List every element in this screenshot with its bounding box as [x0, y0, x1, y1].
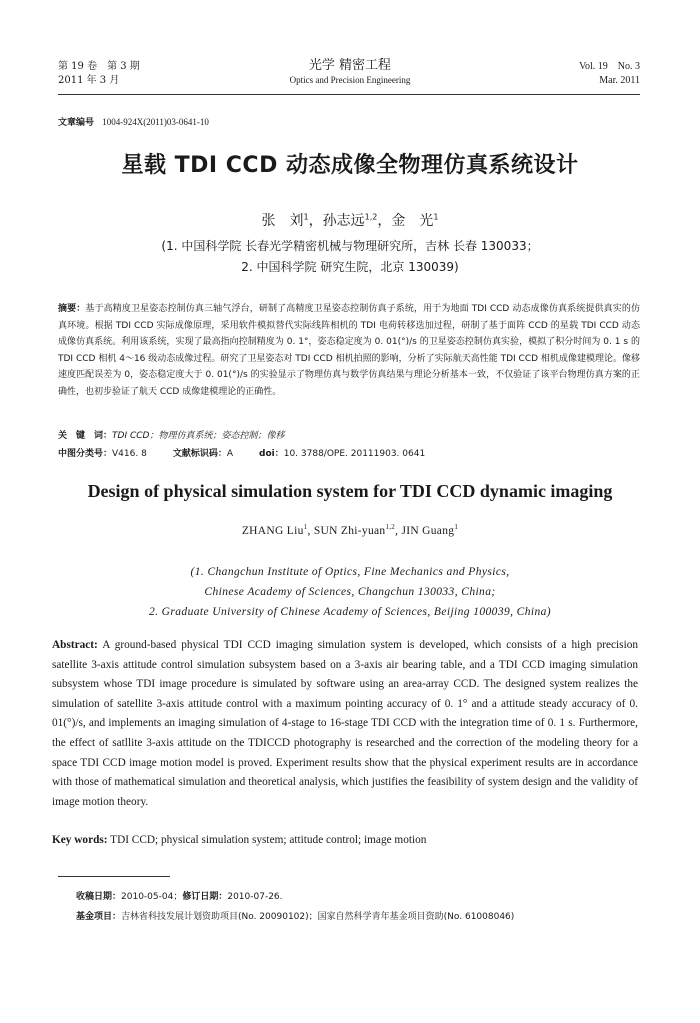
author-separator: ， — [377, 213, 392, 229]
affiliations-cn — [0, 236, 700, 278]
title-en: Design of physical simulation system for TDI CCD dynamic imaging — [87, 481, 613, 501]
clc-value: V416. 8 — [112, 449, 147, 459]
header-date-cn: 2011 年 3 月 — [58, 75, 120, 86]
author-en-1: ZHANG Liu — [241, 524, 304, 537]
article-number-label: 文章编号 — [58, 118, 95, 128]
author-en-2: SUN Zhi-yuan — [313, 524, 386, 537]
header-volume-en: Vol. 19 No. 3 — [579, 61, 640, 72]
abstract-cn-label: 摘要： — [58, 304, 86, 314]
funding-text: 吉林省科技发展计划资助项目(No. 20090102)；国家自然科学青年基金项目资助(No. 61008046) — [121, 912, 515, 922]
header-divider — [58, 94, 640, 95]
article-number-value: 1004-924X(2011)03-0641-10 — [102, 117, 209, 127]
keywords-en-text: TDI CCD; physical simulation system; attitude control; image motion — [107, 834, 427, 846]
author-cn-3: 金 光 — [391, 213, 434, 229]
authors-en — [0, 523, 700, 537]
doc-code-label: 文献标识码： — [172, 449, 227, 459]
keywords-en — [52, 834, 638, 846]
footnote-funding — [76, 909, 640, 922]
received-label: 收稿日期： — [76, 892, 122, 902]
abstract-en-text: A ground-based physical TDI CCD imaging simulation system is developed, which consists of a high precision satellite 3-axis attitude control simulation subsystem based on a 3-axis air bearing table, and a TDI CCD imaging simulation subsystem whose TDI image procedure is simulated by software using an area-array CCD. The designed system realizes the simulation of satellite 3-axis attitude control with a maximum pointing accuracy of 0. 1° and a attitude steady accuracy of 0. 01(°)/s, and implements an imaging simulation of 4-stage to 16-stage TDI CCD with the integration time of 0. 1 s. Furthermore, the effect of satllite 3-axis attitude on the TDICCD photography is researched and the correction of the modeling theory for a space TDI CCD image motion model is proved. Experiment results show that the physical experiment results are in accordance with those of mathematical simulation and theoretical analysis, which justifies the feasibility of system design and the validity of image motion theory. — [52, 639, 638, 808]
affiliation-en-line: (1. Changchun Institute of Optics, Fine Mechanics and Physics, — [190, 566, 510, 578]
author-separator: , — [307, 524, 314, 537]
authors-cn — [0, 210, 700, 230]
revised-label: 修订日期： — [182, 892, 228, 902]
affiliation-cn-line: 2. 中国科学院 研究生院，北京 130039) — [241, 260, 459, 274]
doi-value: 10. 3788/OPE. 20111903. 0641 — [283, 449, 426, 459]
funding-label: 基金项目： — [76, 912, 122, 922]
doc-code-value: A — [226, 449, 233, 459]
keywords-cn — [58, 428, 640, 441]
affiliation-en-line: Chinese Academy of Sciences, Changchun 130033, China; — [204, 586, 496, 598]
header-volume-cn: 第 19 卷 第 3 期 — [58, 61, 140, 72]
clc-label: 中图分类号： — [58, 449, 113, 459]
footnote-dates — [76, 889, 640, 902]
author-separator: , — [395, 524, 402, 537]
abstract-cn-text: 基于高精度卫星姿态控制仿真三轴气浮台，研制了高精度卫星姿态控制仿真子系统，用于为地面 TDI CCD 动态成像仿真系统提供真实的仿真环境。根据 TDI CCD 实际成像原理，采用软件模拟替代实际线阵相机的 TDI 电荷转移迭加过程，研制了基于面阵 CCD 的星载 TDI CCD 动态成像仿真系统。利用该系统，实现了最高指向控制精度为 0. 1°，姿态稳定度为 0. 01(°)/s 的卫星姿态控制仿真实验，模拟了积分时间为 0. 1 s 的 TDI CCD 相机 4～16 级动态成像过程。研究了卫星姿态对 TDI CCD 相机拍照的影响，分析了实际航天高性能 TDI CCD 相机成像建模理论。像移速度匹配误差为 0，姿态稳定度大于 0. 01(°)/s 的实验显示了物理仿真与数学仿真结果与理论分析基本一致，不仅验证了该平台物理仿真方案的正确性，也初步验证了航天 CCD 成像建模理论的正确性。 — [58, 304, 640, 397]
author-cn-2: 孙志远 — [322, 213, 365, 229]
affiliations-en — [0, 562, 700, 622]
running-header-left — [58, 60, 140, 88]
title-cn: 星载 TDI CCD 动态成像全物理仿真系统设计 — [121, 153, 579, 178]
author-en-1-affil: 1 — [303, 523, 308, 531]
classification-line — [58, 446, 640, 459]
doi-label: doi： — [259, 449, 284, 459]
running-header-center — [250, 58, 450, 87]
author-cn-3-affil: 1 — [433, 212, 439, 222]
author-en-3: JIN Guang — [401, 524, 455, 537]
journal-name-cn: 光学 精密工程 — [308, 58, 392, 73]
author-separator: ， — [308, 213, 323, 229]
revised-date: 2010-07-26. — [227, 892, 283, 902]
article-number — [58, 115, 209, 128]
author-cn-1-affil: 1 — [303, 212, 309, 222]
author-cn-1: 张 刘 — [261, 213, 304, 229]
header-date-en: Mar. 2011 — [599, 75, 640, 86]
running-header-right — [579, 60, 640, 88]
abstract-en-label: Abstract: — [52, 639, 98, 651]
keywords-cn-label: 关 键 词： — [58, 431, 113, 441]
keywords-en-label: Key words: — [52, 834, 108, 846]
keywords-cn-text: TDI CCD；物理仿真系统；姿态控制；像移 — [112, 431, 285, 441]
author-cn-2-affil: 1,2 — [364, 212, 378, 222]
journal-name-en: Optics and Precision Engineering — [289, 75, 411, 85]
received-date: 2010-05-04； — [121, 892, 183, 902]
footnote-divider — [58, 876, 170, 877]
author-en-2-affil: 1,2 — [385, 523, 396, 531]
affiliation-cn-line: (1. 中国科学院 长春光学精密机械与物理研究所，吉林 长春 130033； — [161, 239, 539, 253]
abstract-en — [52, 636, 638, 812]
author-en-3-affil: 1 — [454, 523, 459, 531]
abstract-cn — [58, 301, 640, 401]
affiliation-en-line: 2. Graduate University of Chinese Academy of Sciences, Beijing 100039, China) — [148, 606, 552, 618]
